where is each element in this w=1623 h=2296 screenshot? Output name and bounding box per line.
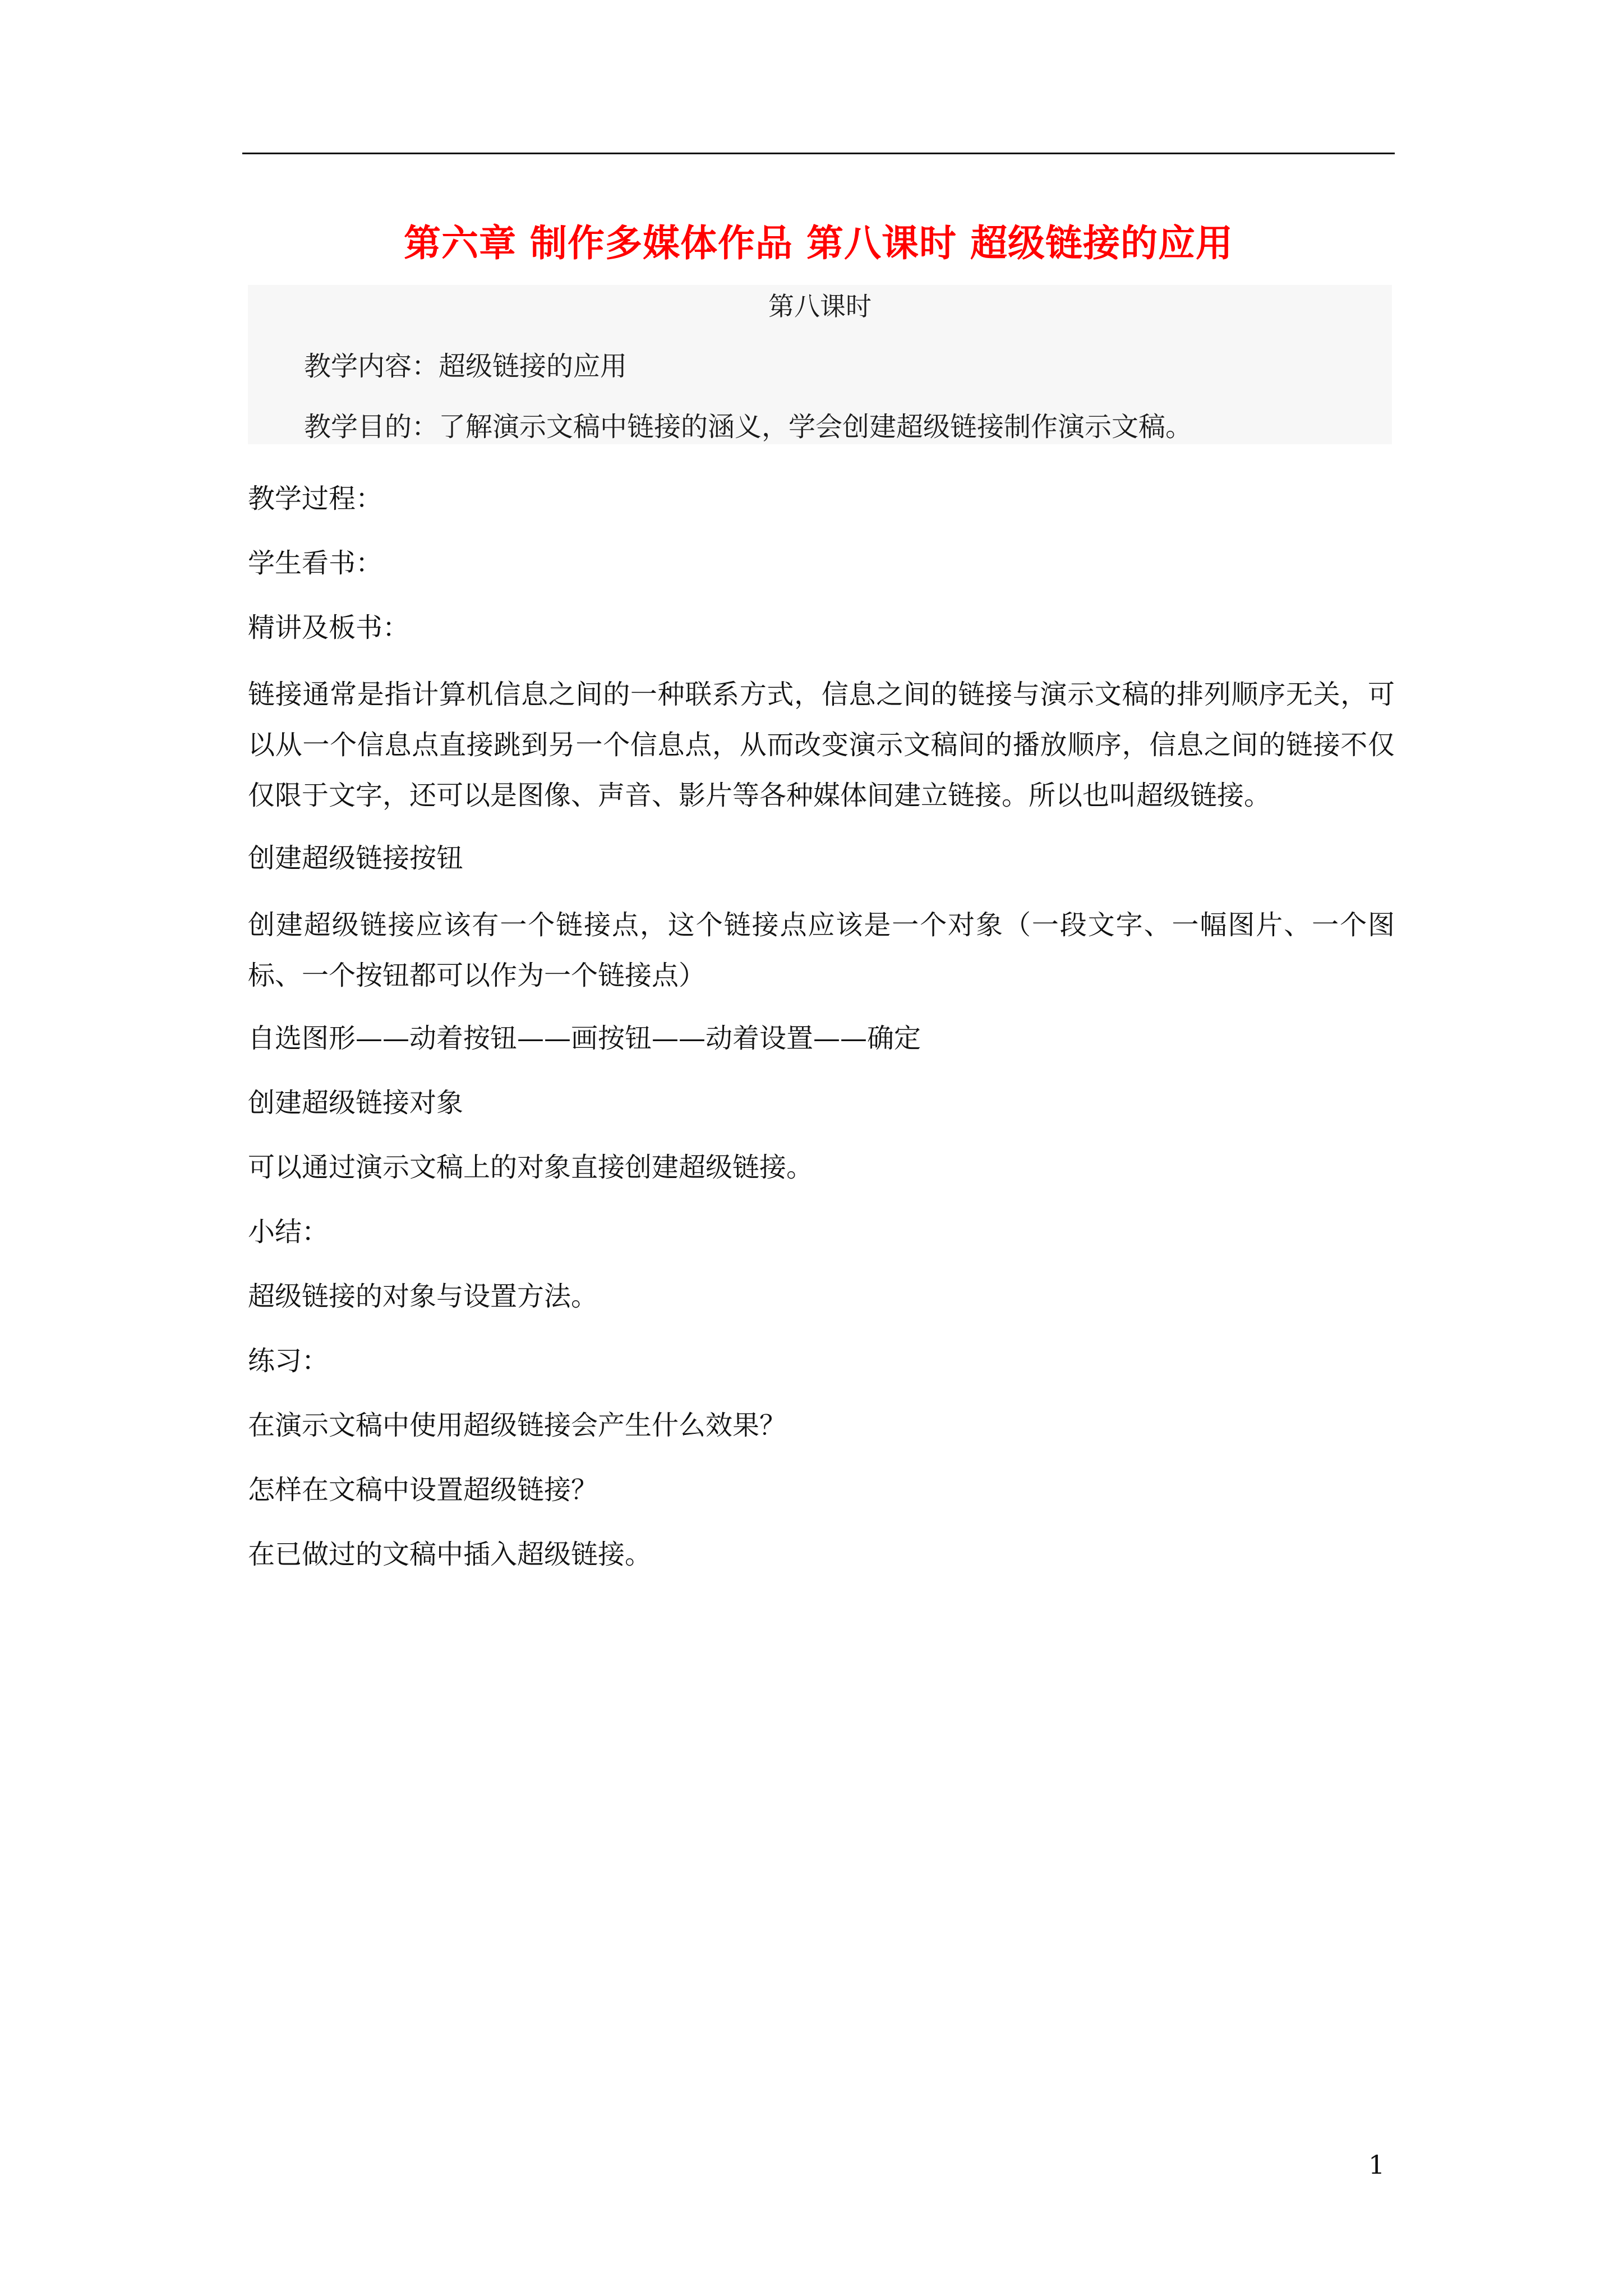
body-paragraph-link-point: 创建超级链接应该有一个链接点，这个链接点应该是一个对象（一段文字、一幅图片、一个图标、一个按钮都可以作为一个链接点）	[248, 909, 1395, 991]
body-line-exercise-label: 练习：	[248, 1345, 329, 1377]
header-rule	[242, 153, 1395, 154]
body-line-process: 教学过程：	[248, 483, 383, 514]
page-number: 1	[1368, 2150, 1385, 2180]
body-line-summary: 超级链接的对象与设置方法。	[248, 1281, 598, 1312]
body-line-reading: 学生看书：	[248, 547, 383, 579]
lesson-heading: 第八课时	[768, 291, 872, 321]
body-line-lecture: 精讲及板书：	[248, 612, 410, 643]
body-line-create-button: 创建超级链接按钮	[248, 843, 464, 874]
body-line-exercise-1: 在演示文稿中使用超级链接会产生什么效果？	[248, 1410, 787, 1441]
body-line-steps: 自选图形——动着按钮——画按钮——动着设置——确定	[248, 1023, 921, 1054]
teaching-content-line: 教学内容：超级链接的应用	[304, 351, 628, 382]
body-line-summary-label: 小结：	[248, 1216, 329, 1248]
body-line-create-object: 创建超级链接对象	[248, 1087, 464, 1119]
body-line-exercise-2: 怎样在文稿中设置超级链接？	[248, 1474, 598, 1506]
document-body	[248, 467, 1395, 1587]
body-line-object-method: 可以通过演示文稿上的对象直接创建超级链接。	[248, 1152, 814, 1183]
scanned-lesson-header	[248, 285, 1392, 444]
teaching-objective-line: 教学目的：了解演示文稿中链接的涵义，学会创建超级链接制作演示文稿。	[304, 411, 1193, 443]
body-line-exercise-3: 在已做过的文稿中插入超级链接。	[248, 1539, 652, 1570]
body-paragraph-link-definition: 链接通常是指计算机信息之间的一种联系方式，信息之间的链接与演示文稿的排列顺序无关，可以从一个信息点直接跳到另一个信息点，从而改变演示文稿间的播放顺序，信息之间的链接不仅仅限于文字，还可以是图像、声音、影片等各种媒体间建立链接。所以也叫超级链接。	[248, 679, 1395, 811]
document-title: 第六章 制作多媒体作品 第八课时 超级链接的应用	[404, 222, 1233, 265]
